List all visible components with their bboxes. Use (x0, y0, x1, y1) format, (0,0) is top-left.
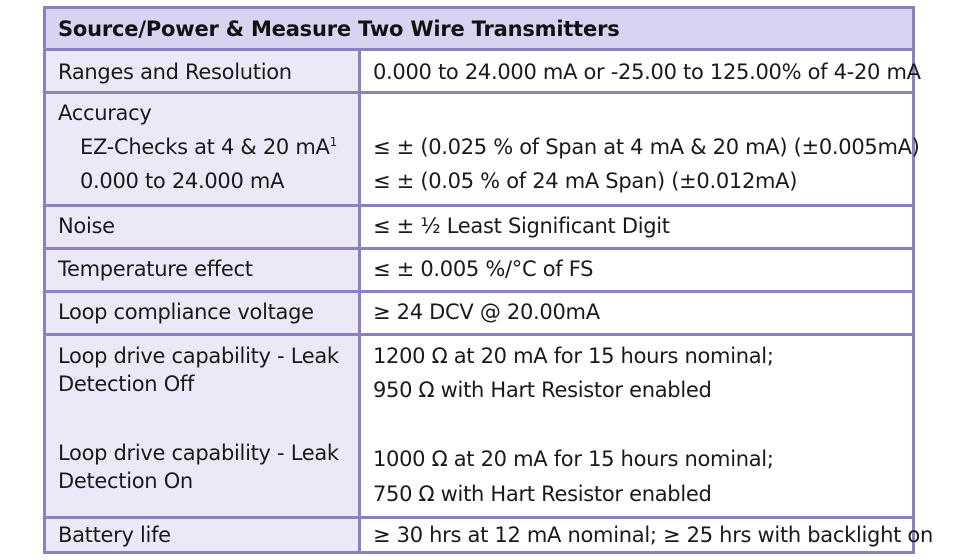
loop-drive-on-label-1: Loop drive capability - Leak (58, 441, 339, 465)
accuracy-label: Accuracy (58, 101, 152, 125)
value-cell (361, 250, 912, 290)
label-cell (46, 94, 361, 204)
label-cell (46, 51, 361, 91)
compliance-value: ≥ 24 DCV @ 20.00mA (373, 300, 600, 324)
row-battery (46, 519, 933, 551)
row-temperature (46, 250, 912, 293)
table-title: Source/Power & Measure Two Wire Transmitters (58, 17, 620, 41)
label-cell (46, 250, 361, 290)
label-cell (46, 207, 361, 247)
temperature-value: ≤ ± 0.005 %/°C of FS (373, 257, 594, 281)
loop-drive-off-value-1: 1200 Ω at 20 mA for 15 hours nominal; (373, 344, 774, 368)
row-noise (46, 207, 912, 250)
loop-drive-on-value-2: 750 Ω with Hart Resistor enabled (373, 482, 712, 506)
temperature-label: Temperature effect (58, 257, 253, 281)
accuracy-range-label: 0.000 to 24.000 mA (80, 169, 285, 193)
noise-label: Noise (58, 214, 115, 238)
loop-drive-off-value-2: 950 Ω with Hart Resistor enabled (373, 378, 712, 402)
value-cell (361, 293, 912, 333)
label-cell (46, 293, 361, 333)
compliance-label: Loop compliance voltage (58, 300, 314, 324)
accuracy-ez-value: ≤ ± (0.025 % of Span at 4 mA & 20 mA) (±0.005mA) (373, 135, 920, 159)
label-cell (46, 519, 361, 551)
battery-label: Battery life (58, 523, 171, 547)
row-ranges (46, 51, 921, 94)
value-cell (361, 94, 920, 204)
value-cell (361, 51, 921, 91)
footnote-marker: 1 (329, 135, 337, 149)
row-compliance (46, 293, 912, 336)
row-loop-drive (46, 336, 912, 519)
spec-table (43, 6, 933, 554)
loop-drive-off-label-2: Detection Off (58, 372, 195, 396)
loop-drive-off-label-1: Loop drive capability - Leak (58, 344, 339, 368)
loop-drive-on-label-2: Detection On (58, 469, 193, 493)
value-cell (361, 336, 912, 516)
value-cell (361, 519, 933, 551)
accuracy-ez-label: EZ-Checks at 4 & 20 $mA^1$ (80, 135, 337, 159)
loop-drive-on-value-1: 1000 Ω at 20 mA for 15 hours nominal; (373, 447, 774, 471)
battery-value: ≥ 30 hrs at 12 mA nominal; ≥ 25 hrs with backlight on (373, 523, 933, 547)
label-cell (46, 336, 361, 516)
row-accuracy (46, 94, 920, 207)
table-title-row (46, 9, 912, 51)
value-cell (361, 207, 912, 247)
ranges-label: Ranges and Resolution (58, 60, 292, 84)
noise-value: ≤ ± ½ Least Significant Digit (373, 214, 670, 238)
accuracy-range-value: ≤ ± (0.05 % of 24 mA Span) (±0.012mA) (373, 169, 798, 193)
ranges-value: 0.000 to 24.000 mA or -25.00 to 125.00% of 4-20 mA (373, 60, 921, 84)
